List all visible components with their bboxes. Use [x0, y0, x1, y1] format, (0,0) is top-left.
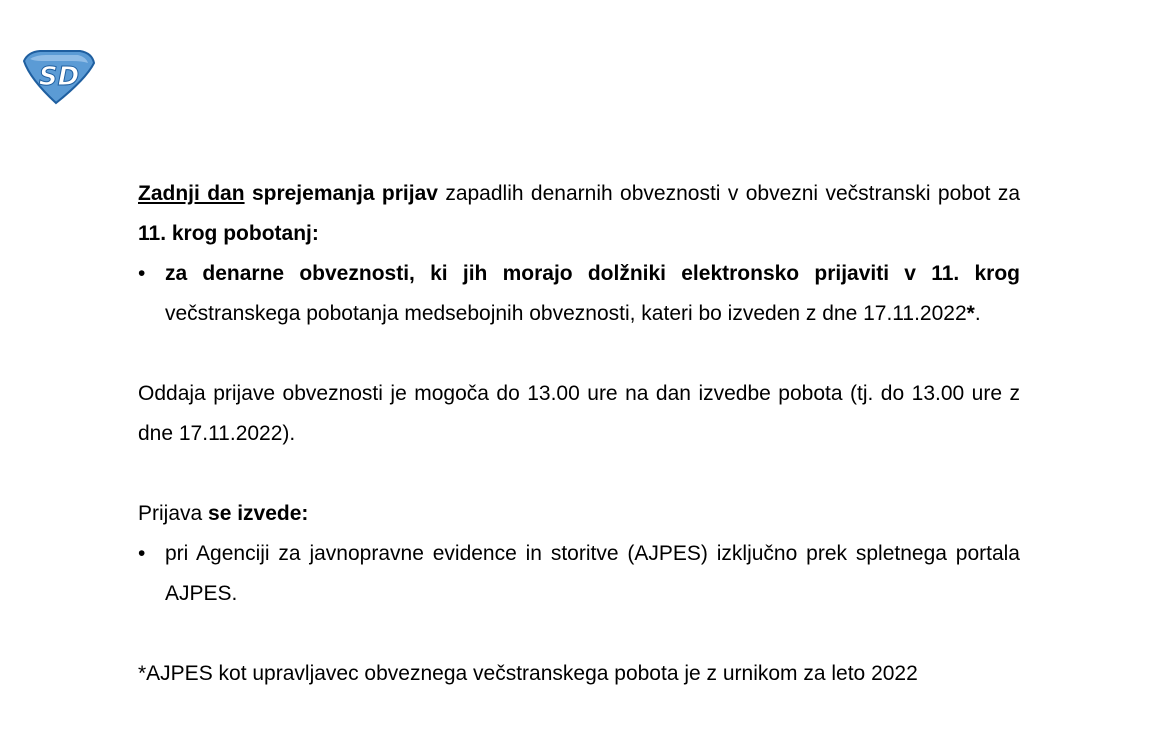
bullet-icon: • — [138, 542, 146, 565]
bullet-icon: • — [138, 262, 146, 285]
submission-bold: sprejemanja prijav — [251, 182, 438, 205]
sd-logo-icon — [22, 49, 96, 105]
obligations-list — [138, 254, 1020, 334]
submission-time-paragraph: Oddaja prijave obveznosti je mogoča do 13.00 ure na dan izvedbe pobota (tj. do 13.00 ure z dne 17.11.2022). — [138, 382, 1020, 445]
svg-text:SD: SD — [38, 62, 80, 92]
deadline-label: Zadnji dan — [138, 182, 245, 205]
method-list — [138, 534, 1020, 614]
submission-method-paragraph: Prijava se izvede: — [138, 502, 309, 525]
deadline-paragraph: Zadnji dan sprejemanja prijav zapadlih denarnih obveznosti v obvezni večstranski pobot za 11. krog pobotanj: — [138, 182, 1021, 245]
round-label: 11. krog pobotanj: — [138, 222, 319, 245]
document-body — [138, 174, 1020, 694]
list-item: • pri Agenciji za javnopravne evidence in storitve (AJPES) izključno prek spletnega portala AJPES. — [138, 534, 1020, 614]
list-item: • za denarne obveznosti, ki jih morajo dolžniki elektronsko prijaviti v 11. krog večstranskega pobotanja medsebojnih obveznosti, kateri bo izveden z dne 17.11.2022*. — [138, 254, 1020, 334]
footnote-paragraph: *AJPES kot upravljavec obveznega večstranskega pobota je z urnikom za leto 2022 — [138, 662, 918, 685]
